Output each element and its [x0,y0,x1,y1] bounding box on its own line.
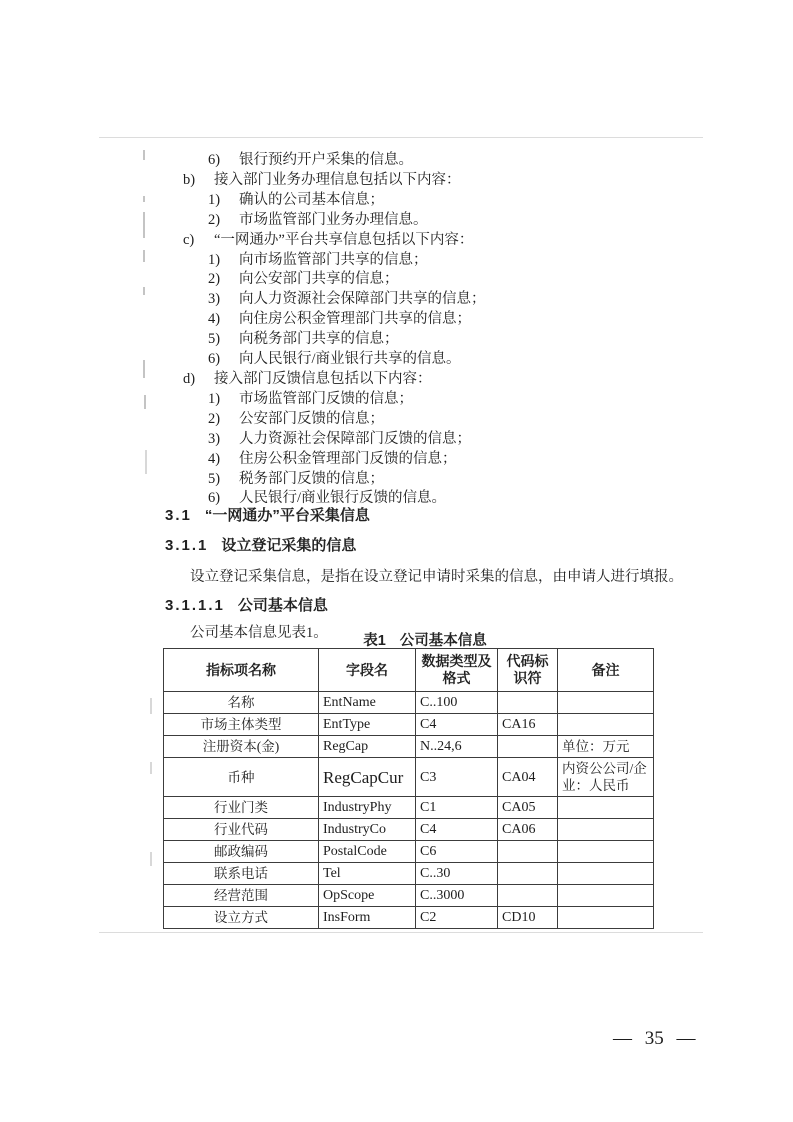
list-item-marker: 2) [208,410,221,427]
list-item-text: 银行预约开户采集的信息。 [239,152,413,168]
cell-remark [558,819,654,841]
cell-type: N..24,6 [416,736,498,758]
list-item-text: 向住房公积金管理部门共享的信息； [239,311,471,328]
list-item-text: 接入部门业务办理信息包括以下内容： [214,171,461,188]
cell-code: CA16 [498,714,558,736]
col-header-indicator-name: 指标项名称 [164,649,319,692]
list-item [165,171,645,191]
list-item [165,350,645,370]
scan-margin-tick [150,698,152,714]
list-item-marker: 3) [208,291,221,308]
list-item-marker: 6) [208,351,221,368]
list-item-text: 住房公积金管理部门反馈的信息； [239,450,457,467]
cell-type: C..100 [416,692,498,714]
table-row [164,907,654,929]
table-row [164,841,654,863]
cell-field: RegCap [319,736,416,758]
list-item [165,330,645,350]
cell-remark [558,863,654,885]
body-paragraph: 设立登记采集信息，是指在设立登记申请时采集的信息，由申请人进行填报。 [190,569,683,585]
list-item [165,270,645,290]
list-item [165,151,645,171]
list-item-text: 公安部门反馈的信息； [239,410,384,427]
section-heading-3-1 [165,504,370,525]
cell-indicator: 联系电话 [164,863,319,885]
list-item [165,390,645,410]
cell-indicator: 注册资本(金) [164,736,319,758]
col-header-code-identifier: 代码标识符 [498,649,558,692]
cell-remark [558,907,654,929]
cell-type: C2 [416,907,498,929]
list-item [165,470,645,490]
list-item [165,410,645,430]
cell-field: IndustryCo [319,819,416,841]
cell-field: IndustryPhy [319,797,416,819]
list-item-text: 市场监管部门反馈的信息； [239,390,413,407]
section-heading-3-1-1-1 [165,594,328,615]
list-item-text: 接入部门反馈信息包括以下内容： [214,370,432,387]
list-item-marker: 2) [208,271,221,288]
outline-list [165,151,645,509]
col-header-data-type: 数据类型及格式 [416,649,498,692]
list-item-text: 向人力资源社会保障部门共享的信息； [239,291,486,308]
cell-field: RegCapCur [319,758,416,797]
cell-type: C1 [416,797,498,819]
cell-type: C4 [416,819,498,841]
table-row [164,758,654,797]
list-item-text: 确认的公司基本信息； [239,191,384,208]
cell-indicator: 市场主体类型 [164,714,319,736]
cell-type: C..30 [416,863,498,885]
list-item [165,430,645,450]
cell-code: CA06 [498,819,558,841]
list-item-text: 向公安部门共享的信息； [239,271,399,288]
list-item-text: 向税务部门共享的信息； [239,331,399,348]
list-item-marker: d) [183,370,196,387]
scan-margin-tick [144,395,146,409]
list-item-marker: 5) [208,331,221,348]
section-number: 3.1 [165,507,192,524]
cell-indicator: 行业代码 [164,819,319,841]
section-title: 设立登记采集的信息 [221,537,357,554]
scan-margin-tick [143,196,145,202]
scan-top-edge-line [99,137,703,138]
list-item-marker: 4) [208,450,221,467]
cell-code: CD10 [498,907,558,929]
list-item-marker: 1) [208,251,221,268]
scan-margin-tick [143,287,145,295]
table-row [164,885,654,907]
list-item-marker: 1) [208,191,221,208]
cell-remark: 单位：万元 [558,736,654,758]
cell-field: EntType [319,714,416,736]
list-item-text: “一网通办”平台共享信息包括以下内容： [214,231,474,248]
scan-margin-tick [143,150,145,160]
section-title: “一网通办”平台采集信息 [204,507,370,524]
cell-type: C4 [416,714,498,736]
scan-margin-tick [143,212,145,238]
company-basic-info-table [163,648,654,929]
list-item [165,231,645,251]
cell-remark: 内资公公司/企业：人民币 [558,758,654,797]
table-caption-title: 公司基本信息 [399,633,487,649]
section-title: 公司基本信息 [237,597,328,614]
scan-margin-tick [145,450,147,474]
section-number: 3.1.1.1 [165,597,225,614]
cell-code [498,841,558,863]
list-item-marker: 2) [208,211,221,228]
col-header-remarks: 备注 [558,649,654,692]
cell-indicator: 邮政编码 [164,841,319,863]
cell-remark [558,841,654,863]
list-item-text: 人民银行/商业银行反馈的信息。 [239,490,447,507]
list-item [165,191,645,211]
table-header-row [164,649,654,692]
table-row [164,714,654,736]
table-row [164,797,654,819]
cell-code: CA04 [498,758,558,797]
table-row [164,863,654,885]
table-row [164,692,654,714]
table-caption-label: 表1 [363,633,386,649]
list-item-text: 人力资源社会保障部门反馈的信息； [239,430,471,447]
cell-remark [558,885,654,907]
cell-field: EntName [319,692,416,714]
list-item [165,251,645,271]
cell-field: InsForm [319,907,416,929]
scan-margin-tick [150,852,152,866]
cell-field: PostalCode [319,841,416,863]
body-paragraph: 公司基本信息见表1。 [190,625,328,641]
scan-margin-tick [150,762,152,774]
list-item [165,310,645,330]
list-item-marker: 6) [208,490,221,507]
table-row [164,819,654,841]
cell-code [498,736,558,758]
cell-remark [558,797,654,819]
list-item-marker: 1) [208,390,221,407]
cell-type: C3 [416,758,498,797]
list-item-text: 税务部门反馈的信息； [239,470,384,487]
cell-type: C..3000 [416,885,498,907]
list-item-marker: 3) [208,430,221,447]
list-item-text: 向市场监管部门共享的信息； [239,251,428,268]
list-item-text: 市场监管部门业务办理信息。 [239,211,428,228]
list-item-marker: c) [183,231,195,248]
cell-field: Tel [319,863,416,885]
cell-code: CA05 [498,797,558,819]
scan-margin-tick [143,360,145,378]
cell-field: OpScope [319,885,416,907]
cell-indicator: 名称 [164,692,319,714]
list-item-marker: 5) [208,470,221,487]
cell-indicator: 币种 [164,758,319,797]
cell-indicator: 经营范围 [164,885,319,907]
cell-type: C6 [416,841,498,863]
page-number: — 35 — [613,1028,696,1049]
scan-bottom-edge-line [99,932,703,933]
cell-remark [558,692,654,714]
cell-remark [558,714,654,736]
table-row [164,736,654,758]
list-item-text: 向人民银行/商业银行共享的信息。 [239,351,461,368]
cell-code [498,885,558,907]
list-item-marker: 4) [208,311,221,328]
list-item [165,370,645,390]
scan-margin-tick [143,250,145,262]
col-header-field-name: 字段名 [319,649,416,692]
section-heading-3-1-1 [165,534,356,555]
list-item [165,290,645,310]
cell-indicator: 行业门类 [164,797,319,819]
cell-indicator: 设立方式 [164,907,319,929]
table-caption [165,629,685,650]
list-item-marker: b) [183,171,196,188]
cell-code [498,863,558,885]
cell-code [498,692,558,714]
list-item [165,450,645,470]
list-item [165,211,645,231]
section-number: 3.1.1 [165,537,209,554]
list-item-marker: 6) [208,152,221,168]
